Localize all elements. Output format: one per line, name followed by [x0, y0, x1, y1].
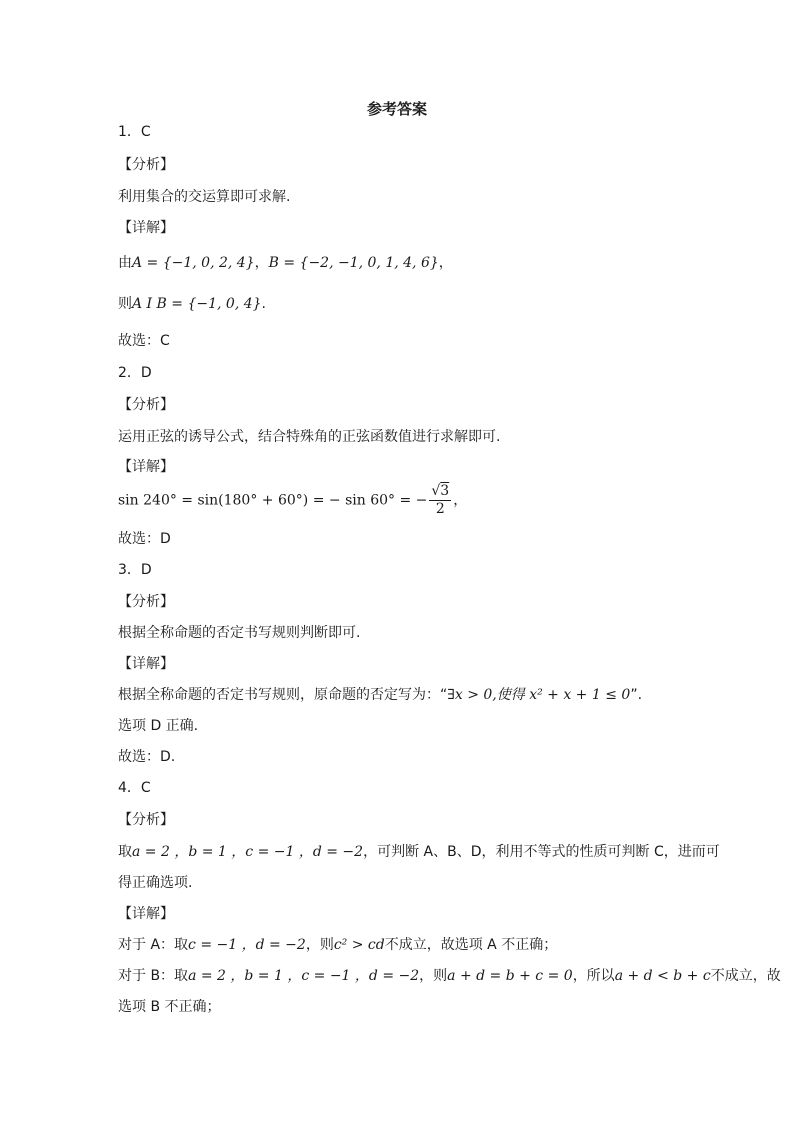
q3-detail — [118, 685, 642, 705]
q2-formula-suffix: ， — [453, 492, 468, 509]
q1-set-a: A = {−1, 0, 2, 4} — [132, 255, 255, 271]
q1-detail-line2 — [118, 294, 266, 314]
q3-option-line: 选项 D 正确. — [118, 718, 199, 734]
q3-detail-suffix: ”. — [630, 687, 643, 703]
q1-line2-suffix: . — [261, 296, 266, 312]
q4-analysis-line2: 得正确选项. — [118, 875, 193, 891]
q1-line1-prefix: 由 — [118, 255, 132, 271]
q2-conclusion: 故选：D — [118, 531, 171, 547]
q4-detail-a-prefix: 对于 A：取 — [118, 937, 189, 953]
q3-detail-math: ∃x > 0,使得 x² + x + 1 ≤ 0 — [447, 687, 631, 703]
q2-analysis: 运用正弦的诱导公式，结合特殊角的正弦函数值进行求解即可. — [118, 429, 501, 445]
q4-analysis-heading: 【分析】 — [118, 812, 174, 828]
q4-analysis-line1 — [118, 842, 720, 862]
q2-formula-line — [118, 483, 467, 518]
q3-detail-heading: 【详解】 — [118, 656, 174, 672]
q4-detail-b-prefix: 对于 B：取 — [118, 968, 189, 984]
q4-analysis-math: a = 2 ，b = 1 ，c = −1 ，d = −2 — [132, 844, 364, 860]
q4-detail-a-math2: c² > cd — [333, 937, 385, 953]
q2-fraction — [429, 483, 451, 518]
q4-detail-heading: 【详解】 — [118, 906, 174, 922]
q3-analysis-heading: 【分析】 — [118, 594, 174, 610]
q4-detail-b-math2: a + d = b + c = 0 — [447, 968, 573, 984]
q1-sep: ， — [254, 255, 269, 271]
q3-number: 3．D — [118, 562, 152, 578]
q4-detail-b-mid2: ，所以 — [572, 968, 615, 984]
q2-number: 2．D — [118, 365, 152, 381]
q1-number: 1．C — [118, 124, 151, 140]
q2-fraction-denominator: 2 — [435, 501, 445, 517]
q1-line1-suffix: ， — [438, 255, 453, 271]
q1-line2-prefix: 则 — [118, 296, 132, 312]
q2-formula: sin 240° = sin(180° + 60°) = − sin 60° = − — [118, 492, 428, 509]
q1-detail-heading: 【详解】 — [118, 220, 174, 236]
q4-analysis-suffix: ，可判断 A、B、D，利用不等式的性质可判断 C，进而可 — [363, 844, 720, 860]
q3-detail-prefix: 根据全称命题的否定书写规则，原命题的否定写为：“ — [118, 687, 448, 703]
q3-analysis: 根据全称命题的否定书写规则判断即可. — [118, 625, 361, 641]
page-title: 参考答案 — [366, 100, 427, 118]
q4-detail-a — [118, 935, 557, 955]
q4-detail-b-line2: 选项 B 不正确； — [118, 999, 221, 1015]
q4-detail-b-mid: ，则 — [419, 968, 448, 984]
q4-number: 4．C — [118, 780, 151, 796]
q1-intersection: A I B = {−1, 0, 4} — [132, 296, 262, 312]
q1-detail-line1 — [118, 253, 453, 273]
q1-analysis: 利用集合的交运算即可求解. — [118, 189, 291, 205]
q4-detail-b-math: a = 2 ，b = 1 ，c = −1 ，d = −2 — [188, 968, 420, 984]
q1-set-b: B = {−2, −1, 0, 1, 4, 6} — [268, 255, 439, 271]
q2-fraction-numerator: √3 — [431, 483, 450, 499]
q2-detail-heading: 【详解】 — [118, 459, 174, 475]
q3-conclusion: 故选：D. — [118, 749, 176, 765]
q1-conclusion: 故选：C — [118, 333, 170, 349]
q1-analysis-heading: 【分析】 — [118, 157, 174, 173]
q2-analysis-heading: 【分析】 — [118, 397, 174, 413]
q4-detail-b-math3: a + d < b + c — [614, 968, 711, 984]
q4-analysis-prefix: 取 — [118, 844, 132, 860]
q4-detail-b — [118, 966, 781, 986]
q4-detail-a-math: c = −1 ，d = −2 — [188, 937, 306, 953]
q4-detail-b-suffix: 不成立，故 — [710, 968, 781, 984]
q4-detail-a-mid: ，则 — [305, 937, 334, 953]
q4-detail-a-suffix: 不成立，故选项 A 不正确； — [384, 937, 558, 953]
